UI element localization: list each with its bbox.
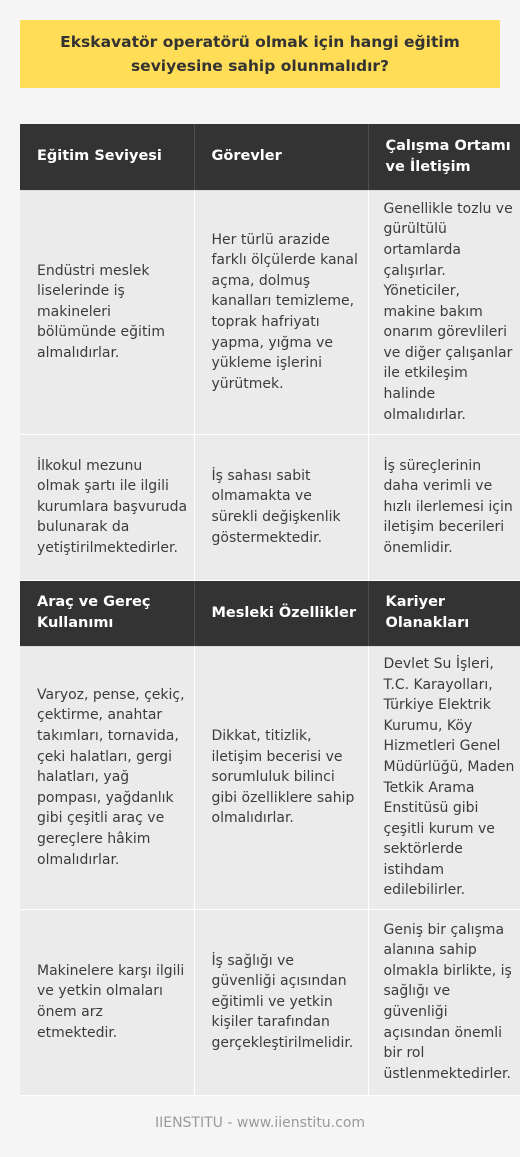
column-header: Kariyer Olanakları [368,580,520,646]
column-header: Mesleki Özellikler [194,580,368,646]
table-cell: Endüstri meslek liselerinde iş makineleri bölümünde eğitim almalıdırlar. [20,190,194,434]
table-cell: Her türlü arazide farklı ölçülerde kanal açma, dolmuş kanalları temizleme, toprak hafriyatı yapma, yığma ve yükleme işlerini yürütmek. [194,190,368,434]
table-cell: İş sağlığı ve güvenliği açısından eğitimli ve yetkin kişiler tarafından gerçekleştirilmelidir. [194,909,368,1095]
title-banner [20,20,500,88]
table-cell: Geniş bir çalışma alanına sahip olmakla birlikte, iş sağlığı ve güvenliği açısından önemli bir rol üstlenmektedirler. [368,909,520,1095]
column-header: Görevler [194,124,368,190]
footer-credit: IIENSTITU - www.iienstitu.com [154,1115,366,1131]
table-header-row [20,580,520,646]
table-cell: Makinelere karşı ilgili ve yetkin olmaları önem arz etmektedir. [20,909,194,1095]
table-cell: Devlet Su İşleri, T.C. Karayolları, Türkiye Elektrik Kurumu, Köy Hizmetleri Genel Müdürlüğü, Maden Tetkik Arama Enstitüsü gibi çeşitli kurum ve sektörlerde istihdam edilebilirler. [368,646,520,909]
table-cell: Genellikle tozlu ve gürültülü ortamlarda çalışırlar. Yöneticiler, makine bakım onarım görevlileri ve diğer çalışanlar ile etkileşim halinde olmalıdırlar. [368,190,520,434]
table-row [20,646,520,909]
table-cell: İş sahası sabit olmamakta ve sürekli değişkenlik göstermektedir. [194,434,368,580]
table-cell: Varyoz, pense, çekiç, çektirme, anahtar takımları, tornavida, çeki halatları, gergi halatları, yağ pompası, yağdanlık gibi çeşitli araç ve gereçlere hâkim olmalıdırlar. [20,646,194,909]
table-cell: İş süreçlerinin daha verimli ve hızlı ilerlemesi için iletişim becerileri önemlidir. [368,434,520,580]
info-table [20,124,520,1096]
table-row [20,190,520,434]
table-row [20,434,520,580]
table-cell: Dikkat, titizlik, iletişim becerisi ve sorumluluk bilinci gibi özelliklere sahip olmalıdırlar. [194,646,368,909]
column-header: Eğitim Seviyesi [20,124,194,190]
table-header-row [20,124,520,190]
column-header: Araç ve Gereç Kullanımı [20,580,194,646]
page-title: Ekskavatör operatörü olmak için hangi eğitim seviyesine sahip olunmalıdır? [60,33,460,75]
table-row [20,909,520,1095]
table-cell: İlkokul mezunu olmak şartı ile ilgili kurumlara başvuruda bulunarak da yetiştirilmektedirler. [20,434,194,580]
column-header: Çalışma Ortamı ve İletişim [368,124,520,190]
